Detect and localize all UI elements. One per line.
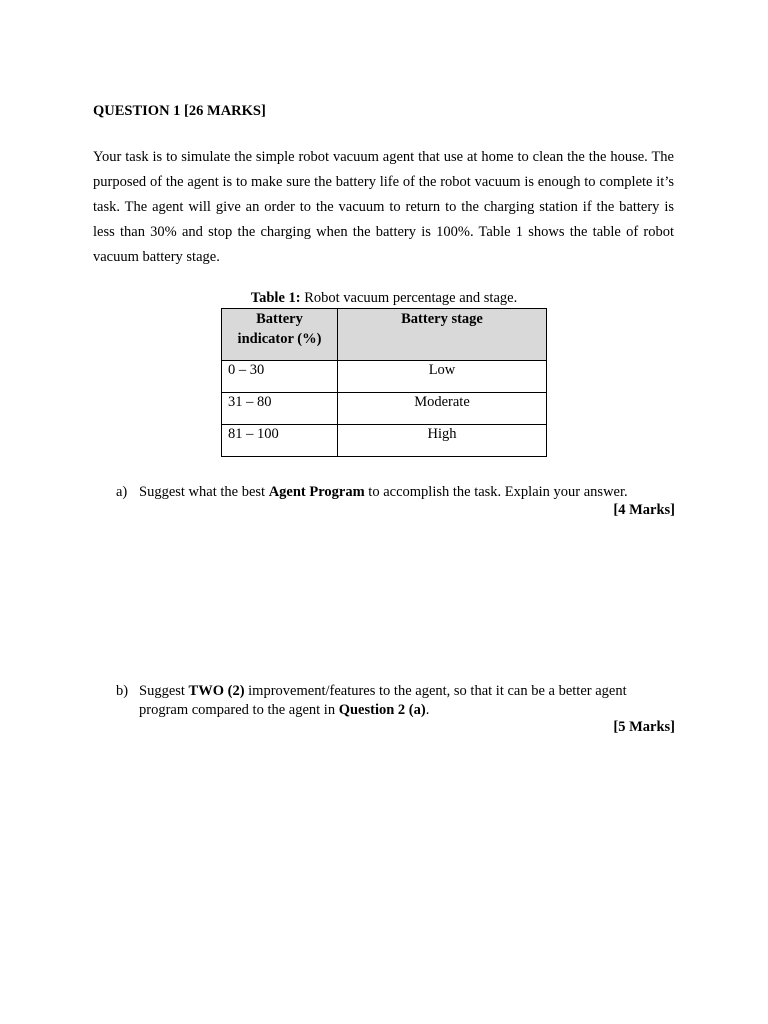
- table-row: [222, 361, 547, 393]
- question-a-label: a): [116, 484, 128, 500]
- stage-cell: High: [338, 425, 547, 457]
- question-a-text-2: to accomplish the task. Explain your answer.: [364, 484, 628, 500]
- range-cell: 0 – 30: [222, 361, 338, 393]
- table-caption: [0, 290, 768, 307]
- header-battery-stage: Battery stage: [338, 309, 547, 361]
- table-caption-label: Table 1:: [250, 290, 301, 306]
- question-b-text-3: .: [425, 702, 430, 718]
- question-b-label: b): [116, 683, 129, 699]
- header-battery-indicator: Battery indicator (%): [222, 309, 338, 361]
- question-b-text: [139, 682, 669, 720]
- table-header-row: [222, 309, 547, 361]
- stage-cell: Moderate: [338, 393, 547, 425]
- table-caption-text: Robot vacuum percentage and stage.: [300, 290, 518, 306]
- question-b-text-1: Suggest: [139, 683, 189, 699]
- question-b-marks: [5 Marks]: [613, 719, 675, 735]
- question-b-text-2: improvement/features to the agent, so that it can be a better agent program compared to the agent in: [139, 683, 627, 718]
- table-row: [222, 425, 547, 457]
- question-a-text: [139, 483, 669, 502]
- range-cell: 81 – 100: [222, 425, 338, 457]
- battery-stage-table: [221, 308, 547, 457]
- question-a-bold-1: Agent Program: [268, 484, 365, 500]
- question-b-bold-2: Question 2 (a): [338, 702, 426, 718]
- question-heading: QUESTION 1 [26 MARKS]: [93, 103, 266, 119]
- table-row: [222, 393, 547, 425]
- question-a-marks: [4 Marks]: [613, 502, 675, 518]
- stage-cell: Low: [338, 361, 547, 393]
- question-b-bold-1: TWO (2): [188, 683, 245, 699]
- question-a-text-1: Suggest what the best: [139, 484, 269, 500]
- range-cell: 31 – 80: [222, 393, 338, 425]
- intro-paragraph: Your task is to simulate the simple robot vacuum agent that use at home to clean the the house. The purposed of the agent is to make sure the battery life of the robot vacuum is enough to complete it’s task. The agent will give an order to the vacuum to return to the charging station if the battery is less than 30% and stop the charging when the battery is 100%. Table 1 shows the table of robot vacuum battery stage.: [93, 149, 674, 265]
